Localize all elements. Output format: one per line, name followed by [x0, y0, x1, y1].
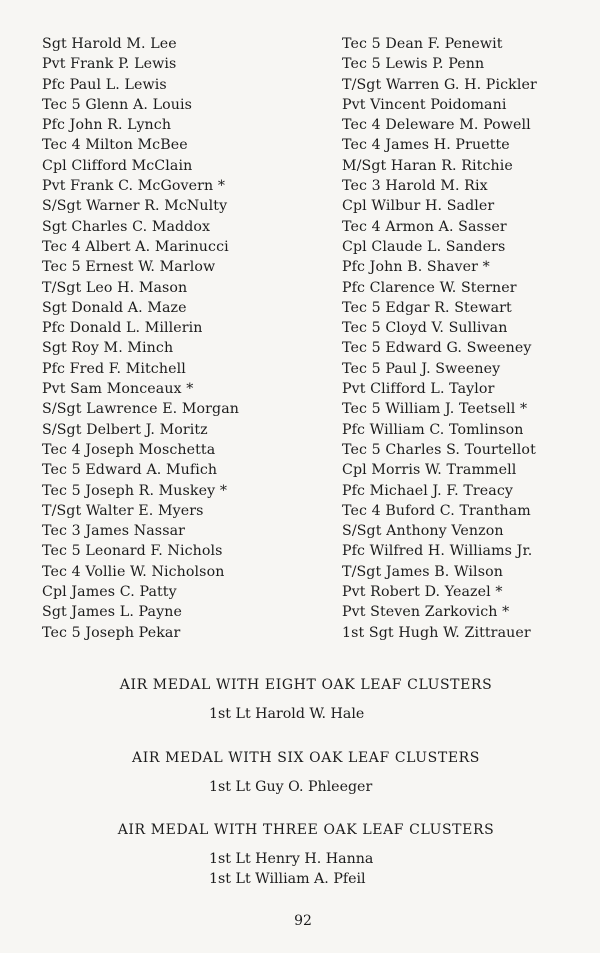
roster-entry: Sgt Donald A. Maze — [42, 299, 187, 316]
roster-entry: Pfc Fred F. Mitchell — [42, 360, 186, 377]
roster-entry: Tec 4 James H. Pruette — [342, 137, 510, 154]
roster-entry: Pvt Frank C. McGovern * — [42, 178, 226, 195]
roster-entry: Tec 5 Joseph R. Muskey * — [42, 482, 228, 499]
roster-entry: Pvt Vincent Poidomani — [342, 96, 507, 113]
roster-entry: Tec 5 Joseph Pekar — [42, 624, 181, 641]
roster-entry: Pvt Steven Zarkovich * — [342, 604, 510, 621]
award-heading: AIR MEDAL WITH EIGHT OAK LEAF CLUSTERS — [119, 677, 493, 693]
roster-entry: Pfc Wilfred H. Williams Jr. — [342, 543, 533, 560]
roster-right-column — [342, 34, 592, 643]
roster-entry: Tec 5 Dean F. Penewit — [342, 36, 503, 52]
roster-entry: Pvt Robert D. Yeazel * — [342, 584, 503, 601]
roster-entry: Sgt James L. Payne — [42, 604, 182, 621]
roster-entry: Cpl Morris W. Trammell — [342, 462, 517, 479]
roster-entry: S/Sgt Delbert J. Moritz — [42, 421, 208, 438]
roster-entry: T/Sgt Warren G. H. Pickler — [342, 76, 537, 93]
roster-entry: Tec 5 Lewis P. Penn — [342, 56, 485, 73]
roster-entry: Pfc John R. Lynch — [42, 117, 172, 134]
award-heading: AIR MEDAL WITH THREE OAK LEAF CLUSTERS — [117, 822, 495, 838]
roster-entry: T/Sgt Leo H. Mason — [42, 279, 188, 296]
award-recipients — [209, 777, 600, 797]
roster-entry: S/Sgt Anthony Venzon — [342, 523, 504, 540]
roster-entry: Tec 5 William J. Teetsell * — [342, 401, 528, 418]
roster-entry: Sgt Charles C. Maddox — [42, 218, 211, 235]
roster-left-column — [42, 34, 332, 643]
award-recipient: 1st Lt Henry H. Hanna — [209, 851, 374, 867]
roster-entry: Tec 4 Milton McBee — [42, 137, 188, 154]
roster-entry: Pfc William C. Tomlinson — [342, 421, 524, 438]
award-recipients — [209, 849, 600, 890]
roster-entry: Pvt Clifford L. Taylor — [342, 381, 495, 398]
award-heading: AIR MEDAL WITH SIX OAK LEAF CLUSTERS — [132, 750, 480, 766]
roster-entry: Tec 4 Joseph Moschetta — [42, 441, 216, 458]
roster-entry: Tec 5 Glenn A. Louis — [42, 96, 192, 113]
award-recipient: 1st Lt Harold W. Hale — [209, 706, 365, 722]
roster-entry: Tec 5 Leonard F. Nichols — [42, 543, 223, 560]
roster-entry: 1st Sgt Hugh W. Zittrauer — [342, 624, 531, 641]
roster-entry: Tec 5 Paul J. Sweeney — [342, 360, 501, 377]
roster-entry: Cpl Wilbur H. Sadler — [342, 198, 495, 215]
roster-entry: S/Sgt Lawrence E. Morgan — [42, 401, 240, 418]
roster-entry: Cpl Claude L. Sanders — [342, 238, 506, 255]
roster-entry: T/Sgt Walter E. Myers — [42, 502, 204, 519]
roster-entry: Tec 5 Edward G. Sweeney — [342, 340, 532, 357]
roster-entry: M/Sgt Haran R. Ritchie — [342, 157, 513, 174]
roster-entry: Tec 4 Albert A. Marinucci — [42, 238, 229, 255]
roster-entry: Tec 4 Armon A. Sasser — [342, 218, 507, 235]
award-section-eight-clusters — [0, 675, 600, 724]
roster-entry: Pfc Paul L. Lewis — [42, 76, 167, 93]
roster-entry: T/Sgt James B. Wilson — [342, 563, 503, 580]
roster-entry: Cpl Clifford McClain — [42, 157, 193, 174]
roster-entry: Tec 5 Charles S. Tourtellot — [342, 441, 536, 458]
roster-entry: Tec 5 Edward A. Mufich — [42, 462, 218, 479]
award-section-three-clusters — [0, 820, 600, 890]
roster-entry: Tec 5 Ernest W. Marlow — [42, 259, 216, 276]
roster-entry: Pvt Sam Monceaux * — [42, 381, 194, 398]
page-number: 92 — [294, 913, 312, 929]
roster-entry: Pfc Donald L. Millerin — [42, 320, 203, 337]
roster-entry: Tec 5 Cloyd V. Sullivan — [342, 320, 508, 337]
roster-entry: S/Sgt Warner R. McNulty — [42, 198, 228, 215]
award-recipient: 1st Lt Guy O. Phleeger — [209, 779, 373, 795]
award-recipients — [209, 704, 600, 724]
roster-entry: Tec 3 Harold M. Rix — [342, 178, 488, 195]
award-section-six-clusters — [0, 748, 600, 797]
roster-entry: Pfc John B. Shaver * — [342, 259, 490, 276]
roster-entry: Tec 3 James Nassar — [42, 523, 186, 540]
roster-entry: Pfc Michael J. F. Treacy — [342, 482, 514, 499]
roster-entry: Pfc Clarence W. Sterner — [342, 279, 517, 296]
roster-entry: Sgt Roy M. Minch — [42, 340, 174, 357]
roster-entry: Tec 4 Deleware M. Powell — [342, 117, 531, 134]
roster-entry: Sgt Harold M. Lee — [42, 36, 177, 52]
roster-entry: Tec 4 Vollie W. Nicholson — [42, 563, 225, 580]
roster-entry: Cpl James C. Patty — [42, 584, 177, 601]
roster-entry: Tec 4 Buford C. Trantham — [342, 502, 531, 519]
roster-entry: Pvt Frank P. Lewis — [42, 56, 177, 73]
award-recipient: 1st Lt William A. Pfeil — [209, 871, 366, 888]
roster-entry: Tec 5 Edgar R. Stewart — [342, 299, 512, 316]
